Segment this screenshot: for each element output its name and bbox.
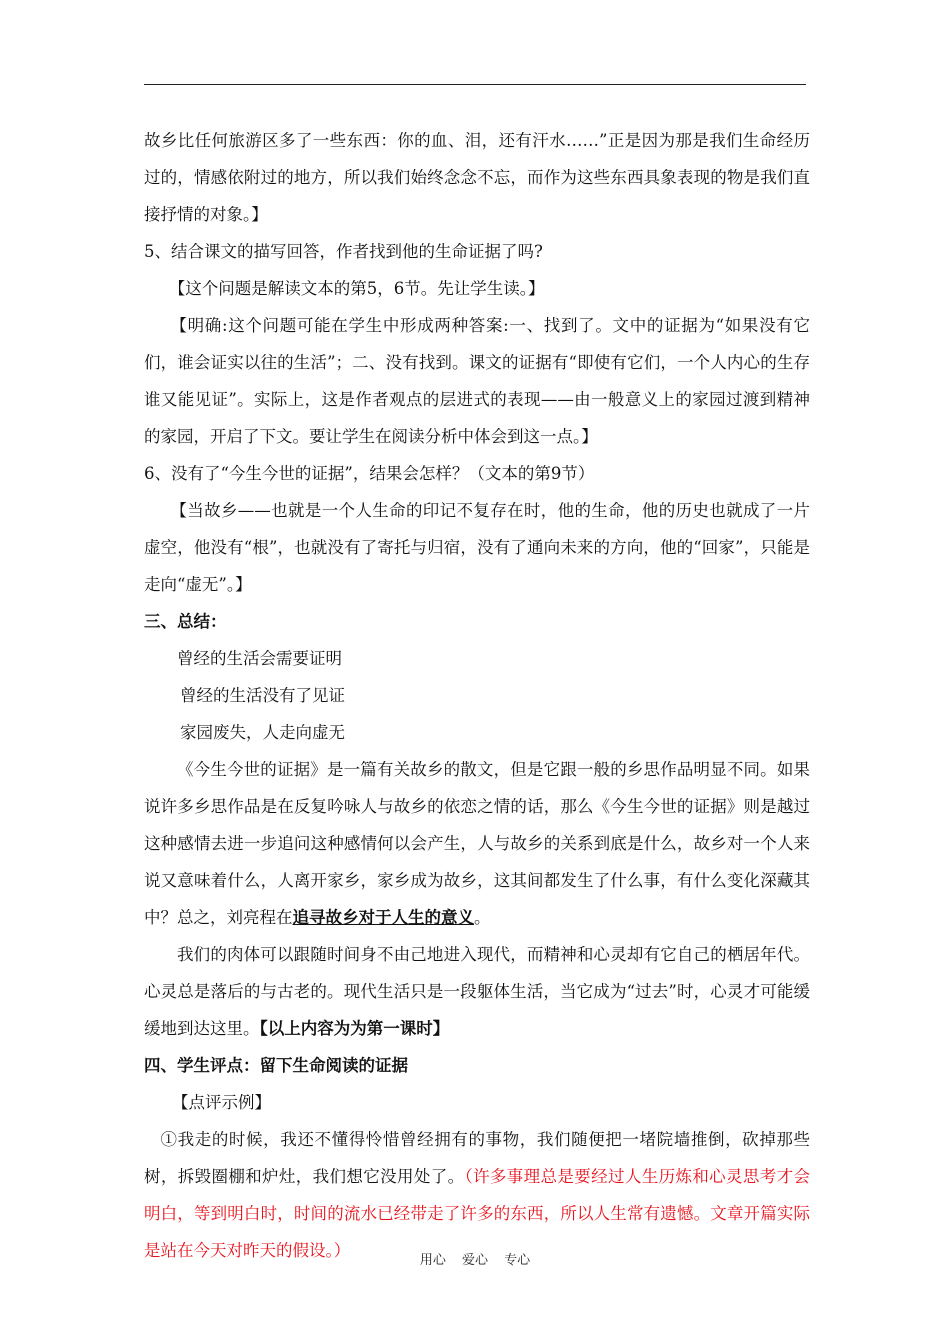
example-1-comment: （许多事理总是要经过人生历炼和心灵思考才会明白，等到明白时，时间的流水已经带走了许多的东西，所以人生常有遗憾。文章开篇实际是站在今天对昨天的假设。） — [144, 1167, 811, 1260]
essay-paragraph-1 — [144, 751, 810, 936]
question-5: 5、结合课文的描写回答，作者找到他的生命证据了吗? — [144, 242, 543, 261]
document-body — [144, 122, 810, 1269]
question-6: 6、没有了“今生今世的证据”，结果会怎样？（文本的第9节） — [144, 464, 595, 483]
essay-paragraph-2 — [144, 936, 810, 1047]
essay-key-phrase: 追寻故乡对于人生的意义 — [292, 908, 474, 927]
essay-paragraph-1-text: 《今生今世的证据》是一篇有关故乡的散文，但是它跟一般的乡思作品明显不同。如果说许多乡思作品是在反复吟咏人与故乡的依恋之情的话，那么《今生今世的证据》则是越过这种感情去进一步追问这种感情何以会产生，人与故乡的关系到底是什么，故乡对一个人来说又意味着什么，人离开家乡，家乡成为故乡，这其间都发生了什么事，有什么变化深藏其中？总之，刘亮程在 — [144, 760, 810, 927]
example-label: 【点评示例】 — [172, 1093, 271, 1112]
summary-line-2: 曾经的生活没有了见证 — [180, 686, 345, 705]
summary-line-1: 曾经的生活会需要证明 — [177, 649, 342, 668]
section-3-heading: 三、总结： — [144, 612, 227, 631]
summary-line-3: 家园废失，人走向虚无 — [180, 723, 345, 742]
essay-paragraph-2-text: 我们的肉体可以跟随时间身不由己地进入现代，而精神和心灵却有它自己的栖居年代。心灵总是落后的与古老的。现代生活只是一段躯体生活，当它成为“过去”时，心灵才可能缓缓地到达这里。 — [144, 945, 810, 1038]
header-rule — [144, 84, 806, 85]
question-5-note: 【这个问题是解读文本的第5，6节。先让学生读。】 — [168, 279, 545, 298]
example-1-text: ①我走的时候，我还不懂得怜惜曾经拥有的事物，我们随便把一堵院墙推倒，砍掉那些树，拆毁圈棚和炉灶，我们想它没用处了。 — [144, 1130, 810, 1186]
section-4-heading: 四、学生评点：留下生命阅读的证据 — [144, 1056, 408, 1075]
paragraph-continuation: 故乡比任何旅游区多了一些东西：你的血、泪，还有汗水……”正是因为那是我们生命经历过的，情感依附过的地方，所以我们始终念念不忘，而作为这些东西具象表现的物是我们直接抒情的对象。】 — [144, 131, 810, 224]
example-1 — [144, 1121, 810, 1269]
question-6-answer: 【当故乡——也就是一个人生命的印记不复存在时，他的生命，他的历史也就成了一片虚空，他没有“根”，也就没有了寄托与归宿，没有了通向未来的方向，他的“回家”，只能是走向“虚无”。】 — [144, 501, 810, 594]
question-5-answer: 【明确:这个问题可能在学生中形成两种答案:一、找到了。文中的证据为“如果没有它们，谁会证实以往的生活”；二、没有找到。课文的证据有“即使有它们，一个人内心的生存谁又能见证”。实际上，这是作者观点的层进式的表现——由一般意义上的家园过渡到精神的家园，开启了下文。要让学生在阅读分析中体会到这一点。】 — [144, 316, 810, 446]
first-lesson-note: 【以上内容为为第一课时】 — [259, 1019, 450, 1038]
essay-paragraph-1-end: 。 — [474, 908, 491, 927]
page-footer: 用心 爱心 专心 — [419, 1253, 531, 1268]
